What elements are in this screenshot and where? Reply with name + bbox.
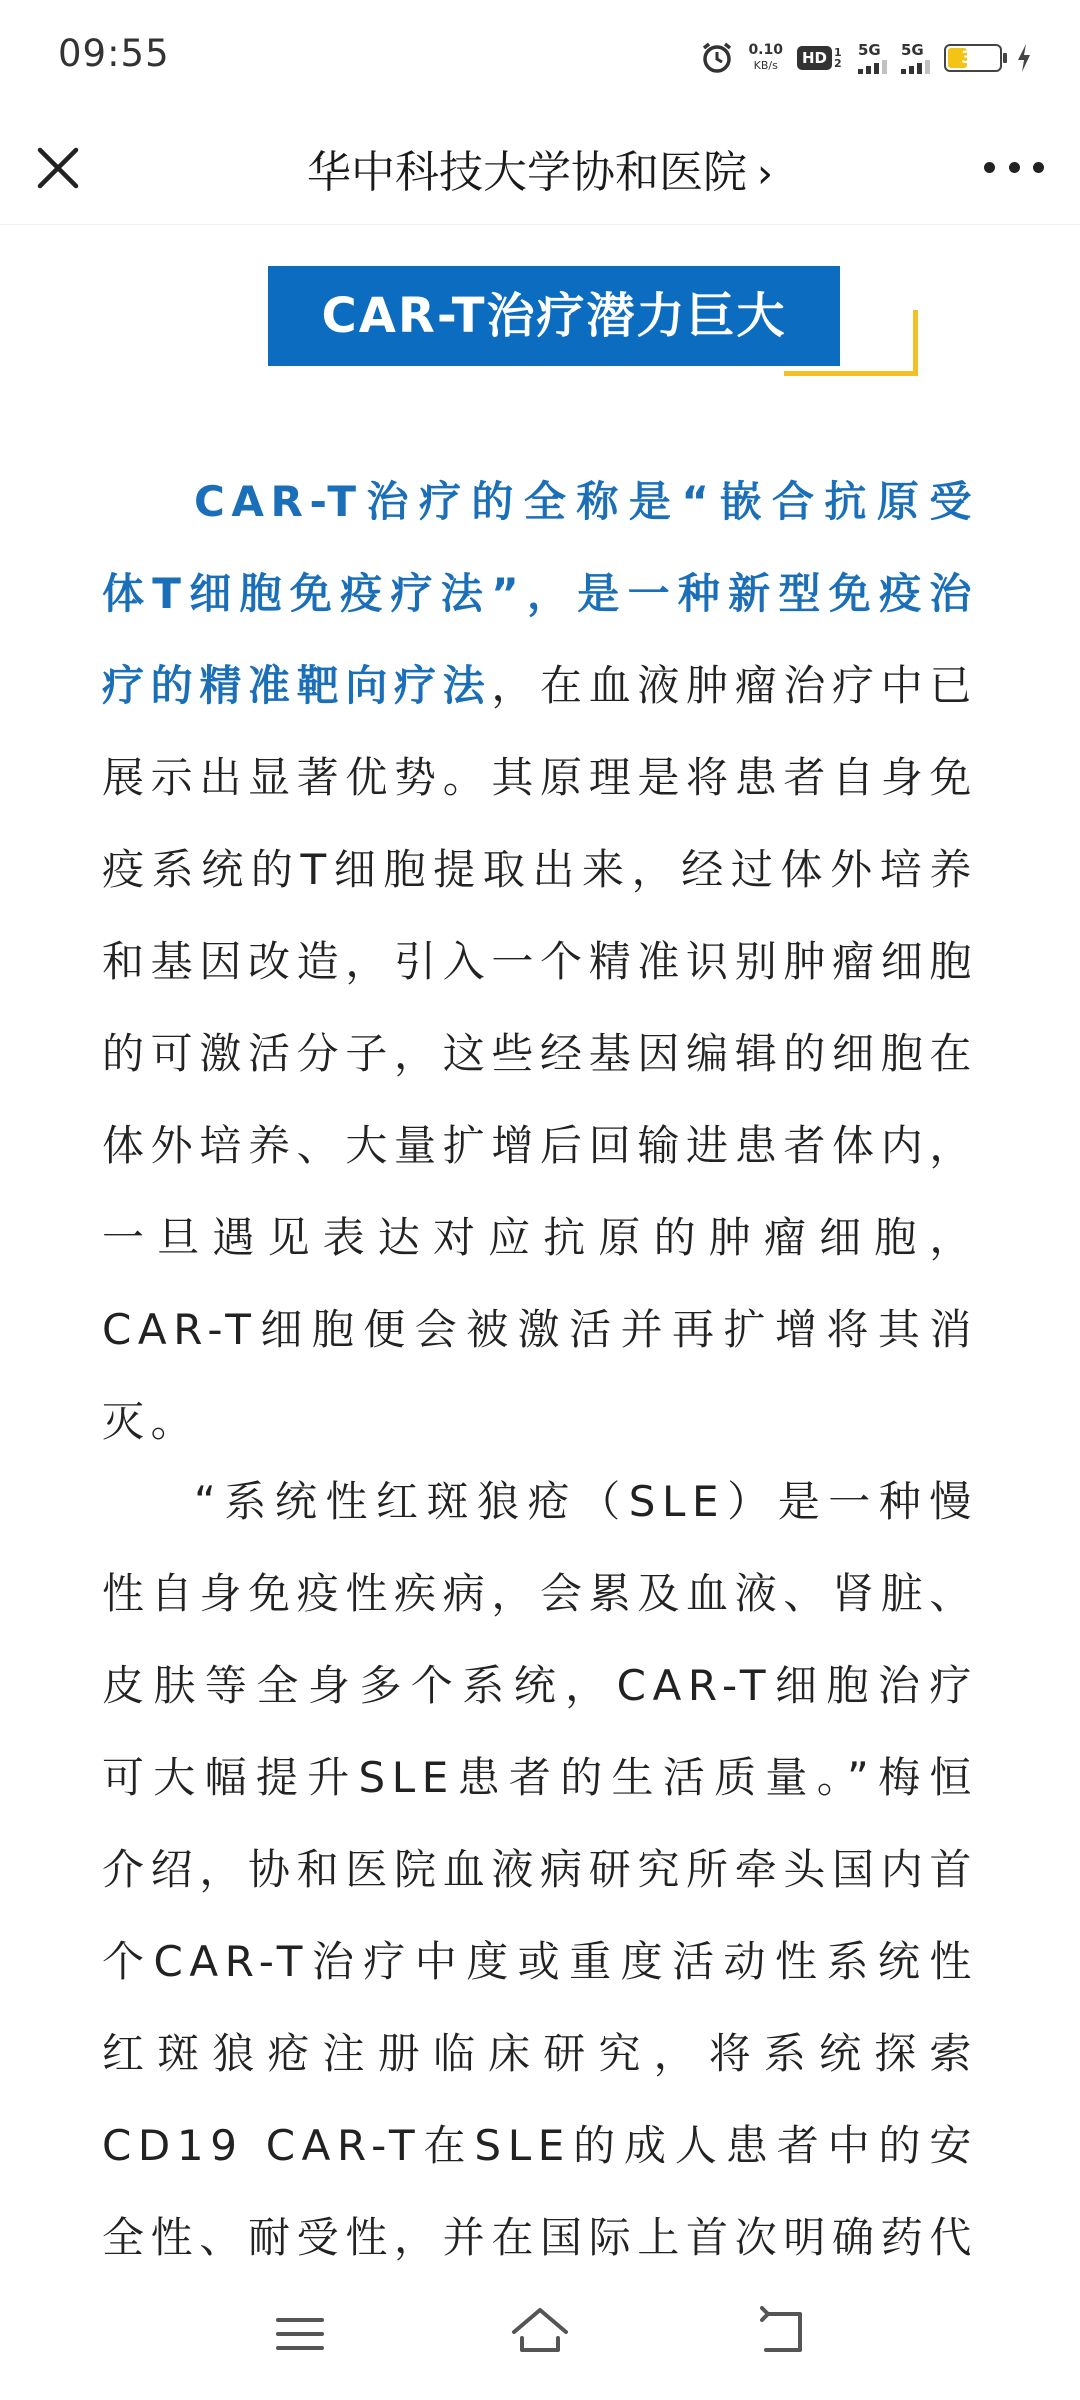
more-icon: [984, 162, 995, 173]
menu-button[interactable]: [270, 2304, 330, 2364]
article-paragraph-1: [102, 456, 978, 1468]
hd-label: HD: [797, 46, 832, 70]
hd-voice-icon: [797, 46, 844, 70]
article-paragraph-1-text: ，在血液肿瘤治疗中已展示出显著优势。其原理是将患者自身免疫系统的T细胞提取出来，经过体外培养和基因改造，引入一个精准识别肿瘤细胞的可激活分子，这些经基因编辑的细胞在体外培养、大量扩增后回输进患者体内，一旦遇见表达对应抗原的肿瘤细胞，CAR-T细胞便会被激活并再扩增将其消灭。: [102, 661, 978, 1446]
account-title-link[interactable]: [0, 136, 1080, 200]
net-speed-unit: KB/s: [753, 59, 778, 72]
back-icon: [750, 2302, 814, 2362]
nav-header: [0, 112, 1080, 225]
status-time: 09:55: [58, 32, 170, 75]
article-paragraph-2-text: “系统性红斑狼疮（SLE）是一种慢性自身免疫性疾病，会累及血液、肾脏、皮肤等全身多个系统，CAR-T细胞治疗可大幅提升SLE患者的生活质量。”梅恒介绍，协和医院血液病研究所牵头国内首个CAR-T治疗中度或重度活动性系统性红斑狼疮注册临床研究，将系统探索CD19 CAR-T在SLE的成人患者中的安全性、耐受性，并在国际上首次明确药代: [102, 1477, 978, 2262]
home-icon: [508, 2300, 572, 2364]
status-icons: [700, 36, 1032, 80]
article-highlight: CAR-T治疗的全称是“嵌合抗原受体T细胞免疫疗法”，是一种新型免疫治疗的精准靶向疗法: [102, 477, 978, 710]
net-speed: [748, 43, 783, 73]
signal-icon-1: [858, 42, 887, 74]
system-nav-bar: [0, 2280, 1080, 2400]
menu-icon: [270, 2304, 330, 2364]
more-button[interactable]: [984, 152, 1044, 182]
signal-label-1: 5G: [858, 41, 881, 59]
charging-icon: [1016, 43, 1032, 73]
home-button[interactable]: [508, 2300, 572, 2364]
battery-icon: [944, 44, 1002, 72]
back-button[interactable]: [750, 2302, 814, 2362]
net-speed-value: 0.10: [748, 42, 783, 58]
account-title: 华中科技大学协和医院: [307, 147, 747, 198]
signal-icon-2: [901, 42, 930, 74]
article-paragraph-2: [102, 1456, 978, 2376]
status-bar: [0, 0, 1080, 112]
signal-label-2: 5G: [901, 41, 924, 59]
chevron-right-icon: ›: [757, 151, 773, 197]
battery-level: 35: [961, 48, 985, 68]
hd-sub: 1 2: [834, 46, 842, 70]
section-banner: [268, 266, 840, 366]
alarm-icon: [700, 41, 734, 75]
banner-title: CAR-T治疗潜力巨大: [268, 266, 840, 366]
